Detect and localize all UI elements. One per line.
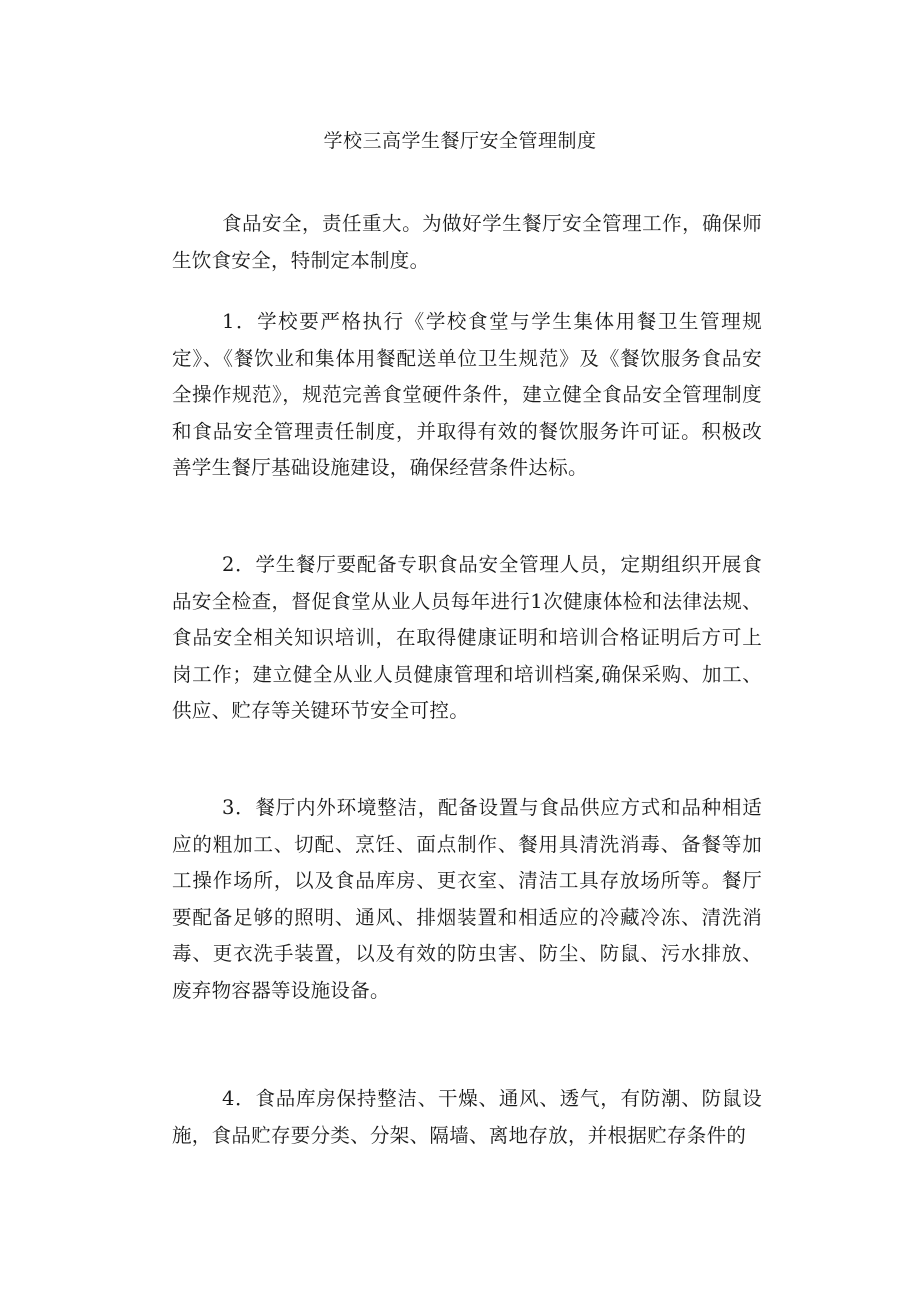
intro-paragraph: 食品安全，责任重大。为做好学生餐厅安全管理工作，确保师生饮食安全，特制定本制度。: [172, 212, 762, 272]
rule-paragraph-4: 4．食品库房保持整洁、干燥、通风、透气，有防潮、防鼠设施，食品贮存要分类、分架、隔墙、离地存放，并根据贮存条件的: [172, 1087, 762, 1147]
document-title: 学校三高学生餐厅安全管理制度: [323, 130, 597, 152]
rule-paragraph-2: 2．学生餐厅要配备专职食品安全管理人员，定期组织开展食品安全检查，督促食堂从业人员每年进行1次健康体检和法律法规、食品安全相关知识培训，在取得健康证明和培训合格证明后方可上岗工作；建立健全从业人员健康管理和培训档案,确保采购、加工、供应、贮存等关键环节安全可控。: [172, 553, 762, 722]
rule-paragraph-1: 1．学校要严格执行《学校食堂与学生集体用餐卫生管理规定》、《餐饮业和集体用餐配送单位卫生规范》及《餐饮服务食品安全操作规范》，规范完善食堂硬件条件，建立健全食品安全管理制度和食品安全管理责任制度，并取得有效的餐饮服务许可证。积极改善学生餐厅基础设施建设，确保经营条件达标。: [172, 310, 762, 479]
rule-paragraph-3: 3．餐厅内外环境整洁，配备设置与食品供应方式和品种相适应的粗加工、切配、烹饪、面点制作、餐用具清洗消毒、备餐等加工操作场所，以及食品库房、更衣室、清洁工具存放场所等。餐厅要配备足够的照明、通风、排烟装置和相适应的冷藏冷冻、清洗消毒、更衣洗手装置，以及有效的防虫害、防尘、防鼠、污水排放、废弃物容器等设施设备。: [172, 796, 762, 1002]
